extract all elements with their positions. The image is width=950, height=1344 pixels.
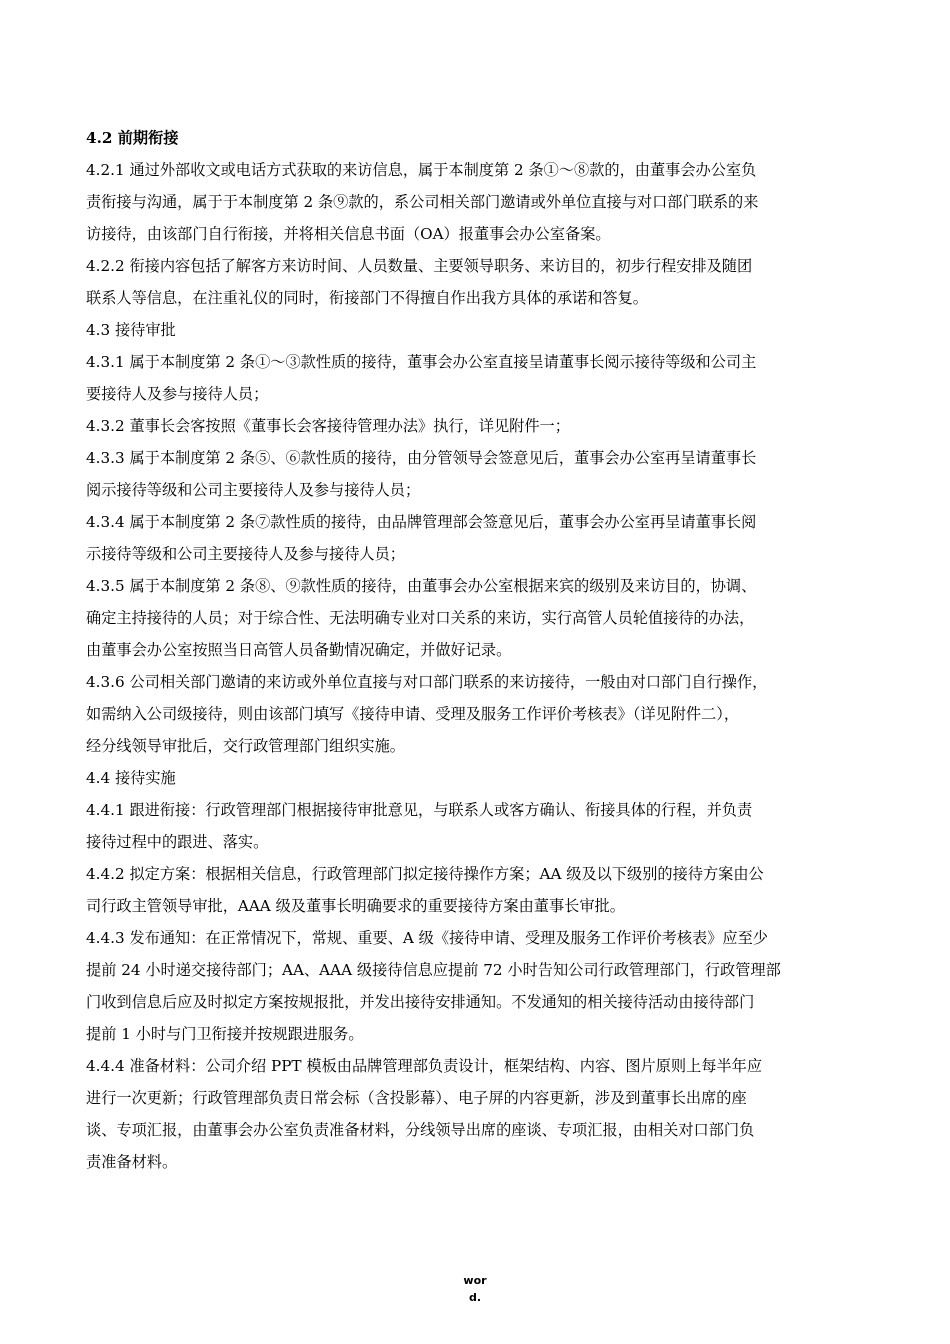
paragraph-4-3-5-line-1: 4.3.5 属于本制度第 2 条⑧、⑨款性质的接待，由董事会办公室根据来宾的级别及来访目的，协调、 bbox=[86, 577, 757, 595]
paragraph-4-3-3-line-2: 阅示接待等级和公司主要接待人及参与接待人员； bbox=[86, 481, 421, 499]
section-heading-4-3: 4.3 接待审批 bbox=[86, 321, 176, 339]
paragraph-4-2-1-line-3: 访接待，由该部门自行衔接，并将相关信息书面（OA）报董事会办公室备案。 bbox=[86, 225, 611, 243]
paragraph-4-3-1-line-1: 4.3.1 属于本制度第 2 条①～③款性质的接待，董事会办公室直接呈请董事长阅示接待等级和公司主 bbox=[86, 353, 757, 371]
paragraph-4-4-1-line-1: 4.4.1 跟进衔接：行政管理部门根据接待审批意见，与联系人或客方确认、衔接具体的行程，并负责 bbox=[86, 801, 753, 819]
paragraph-4-2-1-line-1: 4.2.1 通过外部收文或电话方式获取的来访信息，属于本制度第 2 条①～⑧款的，由董事会办公室负 bbox=[86, 161, 757, 179]
paragraph-4-4-3-line-1: 4.4.3 发布通知：在正常情况下，常规、重要、A 级《接待申请、受理及服务工作评价考核表》应至少 bbox=[86, 929, 768, 947]
footer-text-line-2: d. bbox=[468, 1291, 482, 1304]
document-body bbox=[86, 122, 860, 1178]
paragraph-4-3-5-line-3: 由董事会办公室按照当日高管人员备勤情况确定，并做好记录。 bbox=[86, 641, 512, 659]
paragraph-4-4-4-line-1: 4.4.4 准备材料：公司介绍 PPT 模板由品牌管理部负责设计，框架结构、内容、图片原则上每半年应 bbox=[86, 1057, 763, 1075]
paragraph-4-3-2: 4.3.2 董事长会客按照《董事长会客接待管理办法》执行，详见附件一； bbox=[86, 417, 570, 435]
section-heading-4-4: 4.4 接待实施 bbox=[86, 769, 176, 787]
paragraph-4-3-1-line-2: 要接待人及参与接待人员； bbox=[86, 385, 269, 403]
paragraph-4-3-6-line-3: 经分线领导审批后，交行政管理部门组织实施。 bbox=[86, 737, 405, 755]
paragraph-4-4-3-line-2: 提前 24 小时递交接待部门；AA、AAA 级接待信息应提前 72 小时告知公司行政管理部门，行政管理部 bbox=[86, 961, 781, 979]
footer-text-line-1: wor bbox=[463, 1274, 487, 1287]
page-footer bbox=[0, 1272, 950, 1306]
paragraph-4-4-2-line-2: 司行政主管领导审批，AAA 级及董事长明确要求的重要接待方案由董事长审批。 bbox=[86, 897, 625, 915]
section-heading-4-2: 4.2 前期衔接 bbox=[86, 129, 179, 147]
paragraph-4-2-1-line-2: 责衔接与沟通，属于于本制度第 2 条⑨款的，系公司相关部门邀请或外单位直接与对口部门联系的来 bbox=[86, 193, 759, 211]
paragraph-4-3-3-line-1: 4.3.3 属于本制度第 2 条⑤、⑥款性质的接待，由分管领导会签意见后，董事会办公室再呈请董事长 bbox=[86, 449, 757, 467]
paragraph-4-4-2-line-1: 4.4.2 拟定方案：根据相关信息，行政管理部门拟定接待操作方案；AA 级及以下级别的接待方案由公 bbox=[86, 865, 764, 883]
paragraph-4-4-4-line-3: 谈、专项汇报，由董事会办公室负责准备材料，分线领导出席的座谈、专项汇报，由相关对口部门负 bbox=[86, 1121, 755, 1139]
paragraph-4-3-6-line-1: 4.3.6 公司相关部门邀请的来访或外单位直接与对口部门联系的来访接待，一般由对口部门自行操作， bbox=[86, 673, 768, 691]
paragraph-4-4-4-line-4: 责准备材料。 bbox=[86, 1153, 178, 1171]
paragraph-4-4-3-line-3: 门收到信息后应及时拟定方案按规报批，并发出接待安排通知。不发通知的相关接待活动由接待部门 bbox=[86, 993, 755, 1011]
paragraph-4-4-4-line-2: 进行一次更新；行政管理部负责日常会标（含投影幕）、电子屏的内容更新，涉及到董事长出席的座 bbox=[86, 1089, 747, 1107]
paragraph-4-2-2-line-2: 联系人等信息，在注重礼仪的同时，衔接部门不得擅自作出我方具体的承诺和答复。 bbox=[86, 289, 648, 307]
paragraph-4-3-6-line-2: 如需纳入公司级接待，则由该部门填写《接待申请、受理及服务工作评价考核表》（详见附件二）， bbox=[86, 705, 740, 723]
paragraph-4-3-5-line-2: 确定主持接待的人员；对于综合性、无法明确专业对口关系的来访，实行高管人员轮值接待的办法， bbox=[86, 609, 755, 627]
paragraph-4-3-4-line-2: 示接待等级和公司主要接待人及参与接待人员； bbox=[86, 545, 405, 563]
paragraph-4-3-4-line-1: 4.3.4 属于本制度第 2 条⑦款性质的接待，由品牌管理部会签意见后，董事会办公室再呈请董事长阅 bbox=[86, 513, 757, 531]
paragraph-4-4-1-line-2: 接待过程中的跟进、落实。 bbox=[86, 833, 269, 851]
paragraph-4-4-3-line-4: 提前 1 小时与门卫衔接并按规跟进服务。 bbox=[86, 1025, 364, 1043]
paragraph-4-2-2-line-1: 4.2.2 衔接内容包括了解客方来访时间、人员数量、主要领导职务、来访目的，初步行程安排及随团 bbox=[86, 257, 753, 275]
